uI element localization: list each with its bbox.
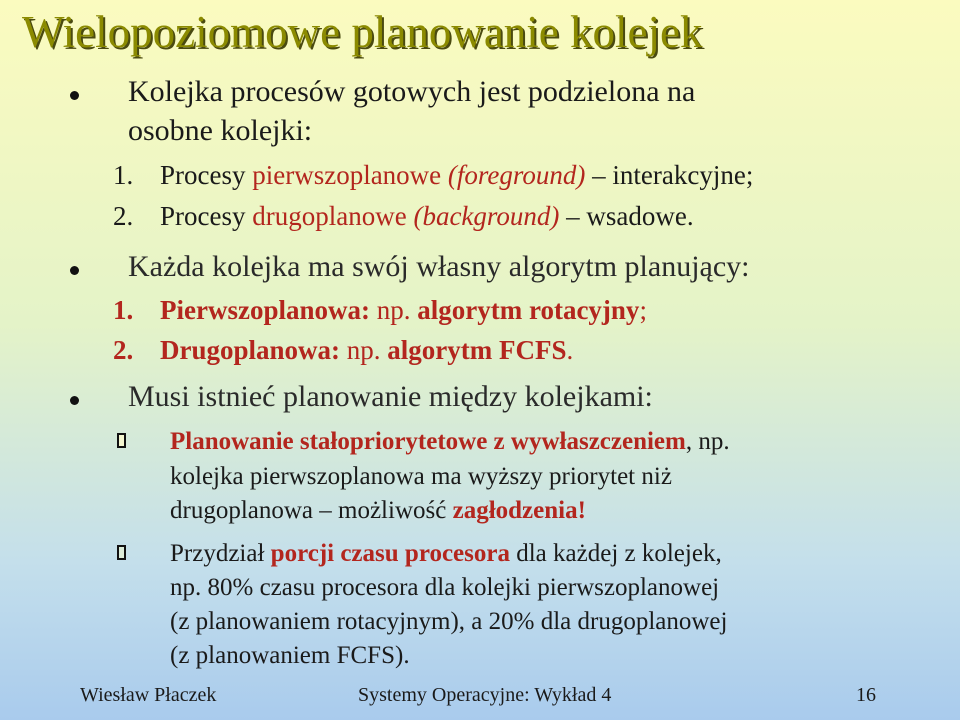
sub-bullet-text <box>170 428 730 456</box>
sub-bullet-text: kolejka pierwszoplanowa ma wyższy priorytet niż <box>170 463 672 490</box>
italic-term: (background) <box>406 201 560 231</box>
item-text: ; <box>639 295 647 325</box>
item-text: np. <box>369 295 418 325</box>
footer-page-number: 16 <box>856 684 876 706</box>
sub-bullet-text <box>170 497 586 525</box>
item-text: Procesy <box>160 201 253 231</box>
bullet-text: Kolejka procesów gotowych jest podzielona na <box>128 75 696 108</box>
item-label: Drugoplanowa: <box>160 335 341 365</box>
bullet-dot <box>70 266 79 275</box>
highlight-term: zagłodzenia! <box>452 497 586 524</box>
item-text: np. <box>340 335 388 365</box>
item-label: Pierwszoplanowa: <box>160 295 370 325</box>
highlight-term: algorytm FCFS <box>387 335 567 365</box>
sub-bullet-text: (z planowaniem FCFS). <box>170 642 410 669</box>
item-number: 1. <box>113 295 134 325</box>
item-number: 2. <box>113 335 134 365</box>
square-bullet-icon <box>117 545 126 560</box>
bullet-text: Każda kolejka ma swój własny algorytm planujący: <box>128 250 750 283</box>
text: dla każdej z kolejek, <box>509 540 722 567</box>
highlight-term: porcji czasu procesora <box>270 540 510 567</box>
numbered-item <box>113 160 753 191</box>
sub-bullet-text: (z planowaniem rotacyjnym), a 20% dla drugoplanowej <box>170 608 728 635</box>
bullet-text: Musi istnieć planowanie między kolejkami: <box>128 380 653 413</box>
item-text: – interakcyjne; <box>585 160 754 190</box>
numbered-item <box>113 201 694 232</box>
item-number: 1. <box>113 160 134 190</box>
sub-bullet-text: np. 80% czasu procesora dla kolejki pierwszoplanowej <box>170 574 720 601</box>
text: , np. <box>685 428 730 455</box>
numbered-item <box>113 335 573 366</box>
italic-term: (foreground) <box>441 160 586 190</box>
text: Przydział <box>170 540 271 567</box>
bullet-dot <box>70 396 79 405</box>
item-text: Procesy <box>160 160 253 190</box>
bullet-dot <box>70 91 79 100</box>
highlight-term: algorytm rotacyjny <box>417 295 640 325</box>
item-text: . <box>566 335 574 365</box>
footer-author: Wiesław Płaczek <box>80 684 217 706</box>
item-text: – wsadowe. <box>559 201 694 231</box>
numbered-item <box>113 295 647 326</box>
slide-title: Wielopoziomowe planowanie kolejek <box>22 7 703 57</box>
highlight-term: drugoplanowe <box>252 201 407 231</box>
bullet-text: osobne kolejki: <box>128 114 313 147</box>
item-number: 2. <box>113 201 134 231</box>
highlight-term: pierwszoplanowe <box>252 160 442 190</box>
sub-bullet-text <box>170 540 722 568</box>
text: drugoplanowa – możliwość <box>170 497 453 524</box>
footer-course: Systemy Operacyjne: Wykład 4 <box>358 684 612 706</box>
square-bullet-icon <box>117 433 126 448</box>
highlight-term: Planowanie stałopriorytetowe z wywłaszczeniem <box>170 428 686 455</box>
